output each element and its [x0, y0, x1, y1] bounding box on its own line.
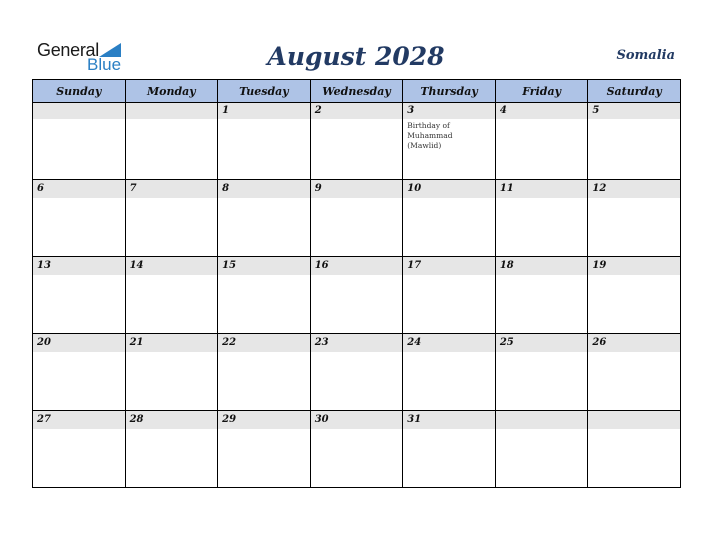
day-number: 1: [218, 103, 310, 119]
day-cell: [125, 411, 218, 488]
day-cell: [125, 103, 218, 180]
day-cell: [403, 334, 496, 411]
day-number: [126, 103, 218, 119]
day-cell: [403, 103, 496, 180]
day-cell: [588, 411, 681, 488]
week-row: [33, 103, 681, 180]
weekday-header: Tuesday: [218, 80, 311, 103]
weekday-header: Friday: [495, 80, 588, 103]
weekday-header: Monday: [125, 80, 218, 103]
day-number: 5: [588, 103, 680, 119]
day-number: 12: [588, 180, 680, 198]
day-number: [33, 103, 125, 119]
day-number: 28: [126, 411, 218, 429]
day-cell: [125, 257, 218, 334]
day-number: 25: [496, 334, 588, 352]
day-cell: [403, 180, 496, 257]
day-cell: [495, 411, 588, 488]
holiday-event: Birthday of Muhammad (Mawlid): [407, 121, 453, 150]
weekday-header: Saturday: [588, 80, 681, 103]
day-cell: [310, 411, 403, 488]
day-cell: [495, 103, 588, 180]
day-cell: [310, 103, 403, 180]
day-number: [588, 411, 680, 429]
day-cell: [495, 257, 588, 334]
day-cell: [125, 334, 218, 411]
day-cell: [588, 180, 681, 257]
weekday-header: Wednesday: [310, 80, 403, 103]
week-row: [33, 257, 681, 334]
day-cell: [218, 103, 311, 180]
day-number: 6: [33, 180, 125, 198]
day-cell: [218, 257, 311, 334]
day-cell: [588, 334, 681, 411]
week-row: [33, 180, 681, 257]
day-cell: [495, 334, 588, 411]
week-row: [33, 411, 681, 488]
day-number: 26: [588, 334, 680, 352]
day-number: 31: [403, 411, 495, 429]
day-number: 29: [218, 411, 310, 429]
day-number: 14: [126, 257, 218, 275]
day-number: [496, 411, 588, 429]
day-number: 13: [33, 257, 125, 275]
day-number: 3: [403, 103, 495, 119]
day-number: 11: [496, 180, 588, 198]
day-number: 10: [403, 180, 495, 198]
day-cell: [218, 180, 311, 257]
day-cell: [310, 334, 403, 411]
day-cell: [33, 257, 126, 334]
day-number: 23: [311, 334, 403, 352]
day-number: 17: [403, 257, 495, 275]
logo-text-blue: Blue: [87, 55, 122, 74]
day-cell: [33, 334, 126, 411]
calendar-title: August 2028: [267, 42, 445, 71]
day-cell: [125, 180, 218, 257]
day-number: 8: [218, 180, 310, 198]
day-number: 20: [33, 334, 125, 352]
logo-text-general: General: [37, 40, 99, 60]
week-row: [33, 334, 681, 411]
day-number: 7: [126, 180, 218, 198]
day-number: 27: [33, 411, 125, 429]
day-cell: [310, 180, 403, 257]
calendar-grid: [32, 79, 681, 488]
day-cell: [403, 411, 496, 488]
weekday-header: Thursday: [403, 80, 496, 103]
day-number: 30: [311, 411, 403, 429]
weekday-header-row: [33, 80, 681, 103]
day-cell: [218, 411, 311, 488]
day-number: 21: [126, 334, 218, 352]
day-number: 2: [311, 103, 403, 119]
day-cell: [588, 103, 681, 180]
day-cell: [310, 257, 403, 334]
day-cell: [495, 180, 588, 257]
country-label: Somalia: [616, 48, 675, 63]
day-number: 16: [311, 257, 403, 275]
day-cell: [33, 180, 126, 257]
day-number: 24: [403, 334, 495, 352]
day-number: 19: [588, 257, 680, 275]
day-number: 18: [496, 257, 588, 275]
day-number: 22: [218, 334, 310, 352]
day-number: 9: [311, 180, 403, 198]
day-number: 15: [218, 257, 310, 275]
day-cell: [218, 334, 311, 411]
day-cell: [588, 257, 681, 334]
day-cell: [33, 411, 126, 488]
day-cell: [403, 257, 496, 334]
day-cell: [33, 103, 126, 180]
day-number: 4: [496, 103, 588, 119]
weekday-header: Sunday: [33, 80, 126, 103]
